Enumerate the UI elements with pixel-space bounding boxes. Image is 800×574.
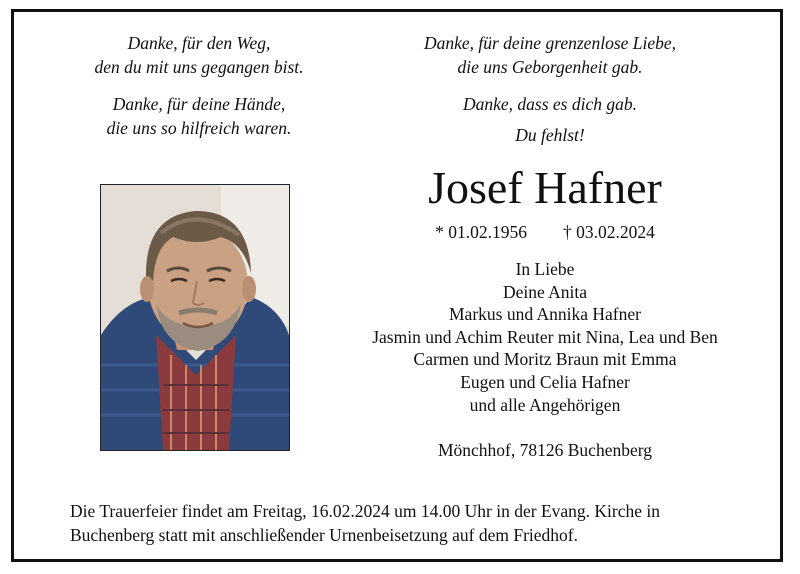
mourner-line: Deine Anita	[502, 281, 588, 302]
residence-address: Mönchhof, 78126 Buchenberg	[437, 440, 653, 460]
portrait-illustration	[101, 185, 289, 450]
portrait-photo	[100, 184, 290, 451]
verse-line: Danke, dass es dich gab.	[462, 94, 637, 114]
mourner-line: und alle Angehörigen	[469, 394, 621, 415]
ceremony-line: Buchenberg statt mit anschließender Urnenbeisetzung auf dem Friedhof.	[70, 525, 578, 545]
birth-date: * 01.02.1956	[435, 222, 527, 242]
mourner-line: Jasmin und Achim Reuter mit Nina, Lea und Ben	[372, 326, 718, 347]
verse-line: Du fehlst!	[515, 125, 585, 145]
mourner-line: In Liebe	[515, 259, 575, 279]
mourners-list	[330, 258, 760, 416]
verse-line: Danke, für den Weg,	[127, 33, 271, 53]
verse-thanks-existence	[390, 92, 710, 116]
mourner-line: Eugen und Celia Hafner	[460, 371, 630, 392]
verse-you-are-missed	[390, 123, 710, 147]
deceased-name: Josef Hafner	[428, 162, 662, 213]
verse-thanks-path	[54, 31, 344, 79]
verse-line: den du mit uns gegangen bist.	[94, 57, 304, 77]
ceremony-line: Die Trauerfeier findet am Freitag, 16.02.2024 um 14.00 Uhr in der Evang. Kirche in	[70, 501, 661, 521]
verse-thanks-love	[390, 31, 710, 79]
verse-line: die uns Geborgenheit gab.	[457, 57, 643, 77]
verse-thanks-hands	[54, 92, 344, 140]
funeral-service-info	[70, 499, 760, 547]
death-date: † 03.02.2024	[563, 222, 655, 242]
verse-line: Danke, für deine grenzenlose Liebe,	[423, 33, 677, 53]
mourner-line: Carmen und Moritz Braun mit Emma	[413, 349, 677, 370]
mourner-line: Markus und Annika Hafner	[449, 304, 641, 325]
life-dates	[370, 221, 720, 243]
verse-line: die uns so hilfreich waren.	[106, 118, 292, 138]
verse-line: Danke, für deine Hände,	[112, 94, 286, 114]
